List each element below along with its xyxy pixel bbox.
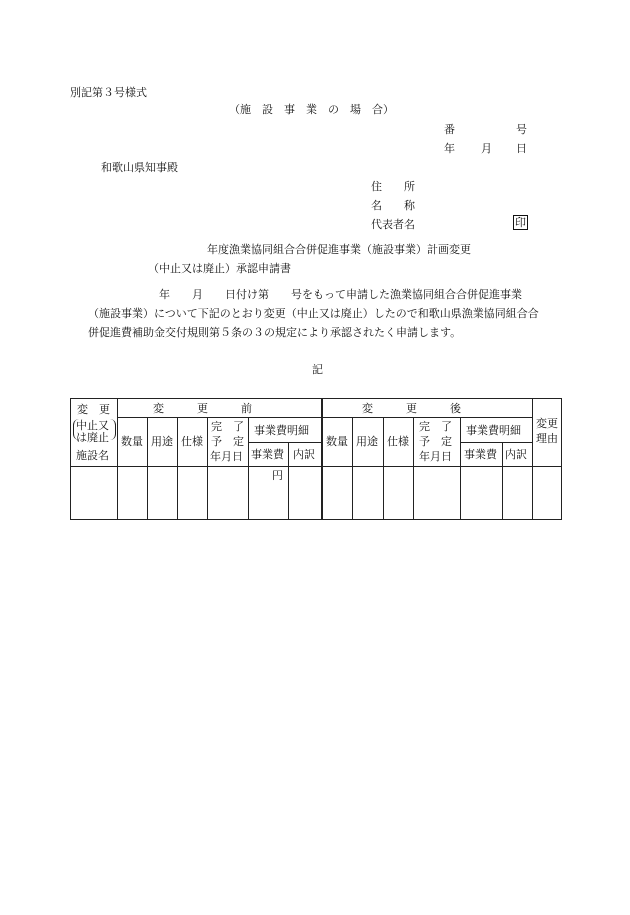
after-completion-header-line2: 予 定	[419, 435, 452, 448]
before-change-header: 変 更 前	[153, 402, 252, 415]
facility-name-header-line2a: 中止又	[76, 419, 109, 432]
body-text-line2: （施設事業）について下記のとおり変更（中止又は廃止）したので和歌山県漁業協同組合合	[88, 307, 539, 320]
address-label: 住 所	[371, 180, 415, 193]
before-completion-header-line2: 予 定	[211, 435, 244, 448]
before-breakdown-header: 内訳	[293, 448, 315, 461]
before-completion-header-line3: 年月日	[210, 450, 243, 463]
ki-heading: 記	[312, 363, 323, 376]
before-usage-header: 用途	[151, 435, 173, 448]
change-reason-header-line1: 変更	[536, 417, 558, 430]
before-quantity-header: 数量	[121, 435, 143, 448]
after-breakdown-header: 内訳	[505, 448, 527, 461]
document-title-line2: （中止又は廃止）承認申請書	[148, 262, 291, 275]
reference-number-suffix: 号	[516, 123, 527, 136]
body-text-line3: 併促進費補助金交付規則第５条の３の規定により承認されたく申請します。	[88, 326, 462, 339]
form-number: 別記第３号様式	[70, 86, 147, 99]
after-cost-header: 事業費	[464, 448, 497, 461]
document-title: 年度漁業協同組合合併促進事業（施設事業）計画変更	[207, 243, 471, 256]
before-cost-unit: 円	[272, 469, 283, 482]
before-cost-detail-header: 事業費明細	[254, 424, 309, 437]
date-month: 月	[481, 142, 492, 155]
name-label: 名 称	[371, 199, 415, 212]
after-usage-header: 用途	[356, 435, 378, 448]
before-completion-header-line1: 完 了	[211, 420, 244, 433]
before-spec-header: 仕様	[181, 435, 203, 448]
change-form-table	[70, 398, 562, 520]
date-day: 日	[516, 142, 527, 155]
after-cost-detail-header: 事業費明細	[466, 424, 521, 437]
after-completion-header-line1: 完 了	[419, 420, 452, 433]
reference-number-prefix: 番	[444, 123, 455, 136]
after-quantity-header: 数量	[326, 435, 348, 448]
seal-mark: 印	[515, 216, 526, 229]
before-cost-header: 事業費	[251, 448, 284, 461]
case-title: （施 設 事 業 の 場 合）	[229, 103, 394, 116]
facility-name-header-line1: 変 更	[77, 403, 110, 416]
facility-name-header-line2b: は廃止	[76, 431, 109, 444]
body-text-line1: 年 月 日付け第 号をもって申請した漁業協同組合合併促進事業	[159, 288, 522, 301]
after-spec-header: 仕様	[387, 435, 409, 448]
date-year: 年	[444, 142, 455, 155]
change-reason-header-line2: 理由	[536, 432, 558, 445]
after-change-header: 変 更 後	[362, 402, 461, 415]
after-completion-header-line3: 年月日	[419, 450, 452, 463]
facility-name-header-line3: 施設名	[76, 449, 109, 462]
representative-label: 代表者名	[371, 218, 415, 231]
addressee: 和歌山県知事殿	[101, 161, 178, 174]
